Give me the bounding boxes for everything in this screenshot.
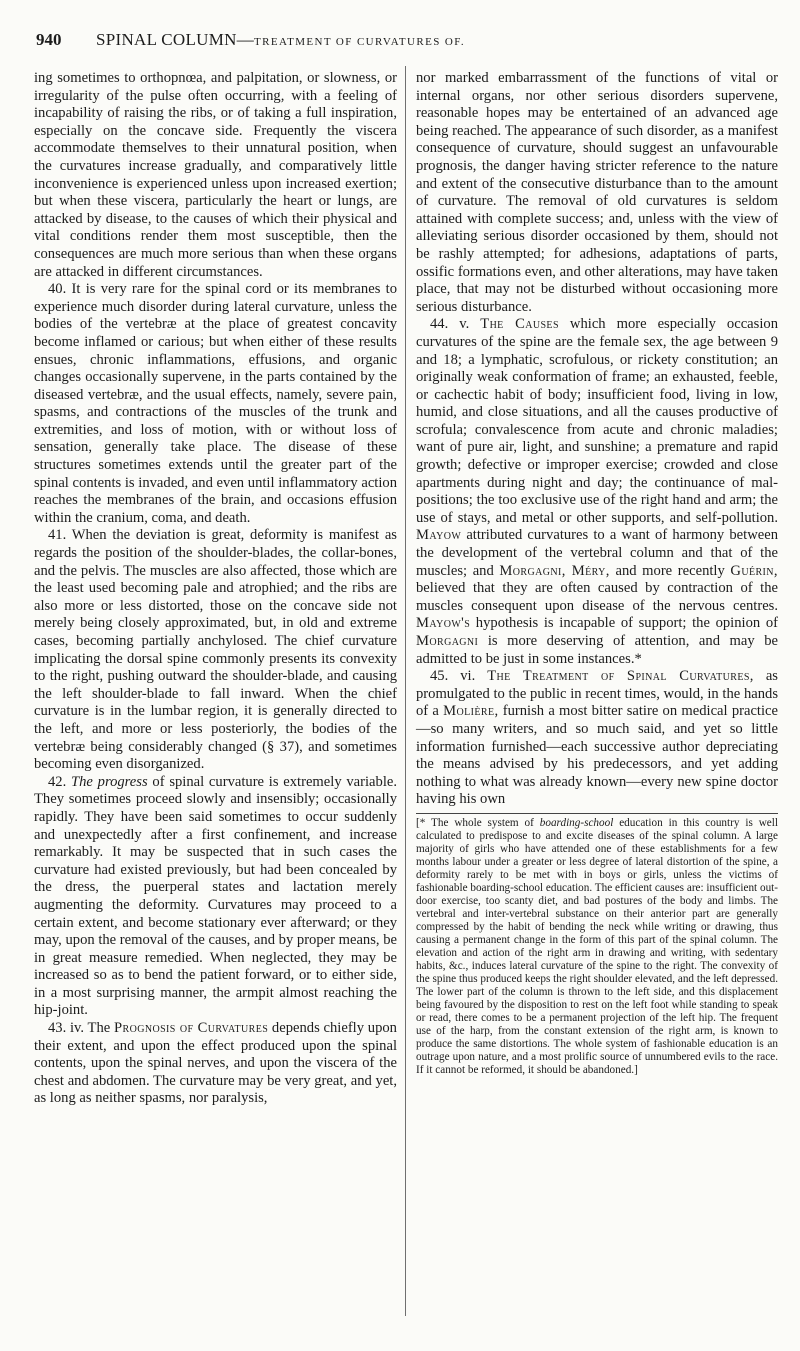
paragraph-44-text-a: which more especially occasion curvatures of the spine are the female sex, the age between 9 and 18; a lymphatic, scrofulous, or rickety constitution; an originally weak conformation of frame; an exhausted, feeble, or cachectic habit of body; insufficient food, living in low, humid, and close situations, and all the causes productive of scrofula; convalescence from acute and chronic maladies; want of pure air, light, and sunshine; a premature and rapid growth; defective or improper exercise; crowded and close apartments during night and day; the continuance of mal-positions; the too exclusive use of the right hand and arm; the use of stays, and metal or other supports, and self-pollution. [416, 316, 778, 526]
footnote-text-b: education in this country is well calculated to predispose to and excite diseases of the spinal column. A large majority of girls who have attended one of these establishments for a few months labour under a greater or less degree of lateral distortion of the spine, a deformity rarely to be met with in boys or girls, unless the victims of fashionable boarding-school education. The efficient causes are: insufficient out-door exercise, too scanty diet, and bad postures of the body and limbs. The vertebral and inter-vertebral substance on their anterior part are generally compressed by the habit of bending the neck while writing or drawing, thus causing a permanent change in the form of this part of the spinal column. The elevation and action of the right arm in drawing and writing, with sedentary habits, &c., induces lateral curvature of the spine to the right. The convexity of the spine thus produced keeps the right shoulder elevated, and the left depressed. The lower part of the column is thrown to the left side, and this displacement being favoured by the disposition to rest on the left foot while standing to speak or read, there comes to be a permanent projection of the left hip. The frequent use of the harp, from the constant extension of the right arm, is known to produce the same distortions. The whole system of fashionable education is an outrage upon nature, and a most prolific source of unnumbered evils to the race. If it cannot be reformed, it should be abandoned.] [416, 816, 778, 1076]
author-mayows: Mayow's [416, 615, 471, 632]
author-morgagni-mery: Morgagni, Méry, [499, 562, 610, 579]
footnote [416, 817, 778, 1077]
paragraph-44-number: 44. v. [430, 316, 481, 333]
running-title-sub: TREATMENT OF CURVATURES OF. [254, 36, 466, 48]
paragraph-45-number: 45. vi. [430, 668, 488, 685]
paragraph-44 [416, 316, 778, 668]
column-divider [405, 66, 406, 1316]
page-number: 940 [36, 30, 62, 49]
paragraph-41: 41. When the deviation is great, deformity is manifest as regards the position of the shoulder-blades, the collar-bones, and the pelvis. The muscles are also affected, those which are the least used becoming pale and atrophied; and the ribs are also more or less distorted, those on the concave side not merely being closely approximated, but, in old and extreme cases, becoming partially anchylosed. The chief curvature implicating the dorsal spine commonly presents its convexity to the right, pushing outward the shoulder-blade, and causing the left shoulder-blade to fall inward. When the chief curvature is in the lumbar region, it is generally directed to the left, and more or less posteriorly, the bodies of the vertebræ being considerably changed (§ 37), and sometimes becoming even disorganized. [34, 527, 397, 773]
paragraph-44-heading: The Causes [480, 316, 559, 333]
paragraph-45-text-a: as promulgated to the public in recent times, would, in the hands of a [416, 668, 778, 720]
paragraph-45-heading: The Treatment of Spinal Curvatures, [487, 668, 754, 685]
paragraph-40: 40. It is very rare for the spinal cord or its membranes to experience much disorder during lateral curvature, unless the bodies of the vertebræ at the place of greatest concavity become inflamed or carious; but when either of these results ensues, chronic inflammations, effusions, and organic changes occasionally supervene, in the parts contained by the diseased vertebræ, and the usual effects, namely, severe pain, spasms, and contractions of the muscles of the trunk and extremities, and loss of motion, with or without loss of sensation, generally take place. The disease of these structures sometimes extends until the greater part of the spinal contents is invaded, and even until inflammatory action reaches the membranes of the brain, and occasions effusion within the cranium, coma, and death. [34, 281, 397, 526]
footnote-emphasis: boarding-school [539, 816, 614, 829]
footnote-rule [416, 813, 778, 814]
paragraph-45-text-b: furnish a most bitter satire on medical practice—so many writers, and so much said, and yet so little information furnished—each successive author depreciating the means advised by his predecessors, and yet adding nothing to what was already known—every new spine doctor having his own [416, 703, 778, 808]
paragraph-43-heading: Prognosis of Curvatures [114, 1020, 269, 1037]
paragraph-44-text-d: believed that they are often caused by contraction of the muscles consequent upon disease of the nervous centres. [416, 580, 778, 614]
paragraph-43-continued: nor marked embarrassment of the functions of vital or internal organs, nor other serious disorders supervene, reasonable hopes may be entertained of an advanced age being reached. The appearance of such disorder, as a manifest consequence of curvature, should suggest an unfavourable prognosis, the danger having stricter reference to the nature and extent of the consecutive disturbance than to the amount of curvature. The removal of old curvatures is seldom attained with complete success; and, unless with the view of alleviating serious disorder occasioned by them, should not be rashly attempted; for adhesions, adaptations of parts, ossific formations even, and other alterations, may have taken place, that may not be disturbed without occasioning more serious disturbance. [416, 70, 778, 315]
left-column [34, 70, 397, 1108]
paragraph-42 [34, 774, 397, 1020]
paragraph-42-number: 42. [48, 773, 71, 790]
running-title-main: SPINAL COLUMN— [96, 30, 254, 49]
paragraph-44-text-c: and more recently [609, 562, 731, 579]
paragraph-44-text-e: hypothesis is incapable of support; the opinion of [470, 615, 778, 632]
paragraph-44-text-b: attributed curvatures to a want of harmony between the development of the vertebral column and that of the muscles; and [416, 527, 778, 579]
paragraph-43-text: depends chiefly upon their extent, and upon the effect produced upon the spinal contents, upon the spinal nerves, and upon the viscera of the chest and abdomen. The curvature may be very great, and yet, as long as neither spasms, nor paralysis, [34, 1020, 397, 1107]
paragraph-44-text-f: is more deserving of attention, and may be admitted to be just in some instances.* [416, 633, 778, 667]
author-mayow: Mayow [416, 527, 462, 544]
running-title [96, 30, 465, 50]
paragraph-42-heading: The progress [71, 773, 148, 790]
paragraph-45 [416, 668, 778, 809]
author-morgagni: Morgagni [416, 633, 479, 649]
paragraph-43 [34, 1020, 397, 1108]
paragraph-42-text: of spinal curvature is extremely variable. They sometimes proceed slowly and insensibly; occasionally rapidly. They have been said sometimes to occur suddenly and unexpectedly after a first confinement, and increase remarkably. It may be suspected that in such cases the curvature had existed previously, but had been concealed by the dress, the puerperal states and lactation merely augmenting the deformity. Curvatures may proceed to a certain extent, and become stationary ever afterward; or they may, upon the removal of the causes, and by proper means, be in great measure remedied. When neglected, they may be increased so as to bend the patient forward, or to either side, in a most surprising manner, the armpit almost reaching the hip-joint. [34, 773, 398, 1019]
right-column [416, 70, 778, 1077]
footnote-text-a: [* The whole system of [416, 816, 540, 829]
author-moliere: Molière, [443, 703, 499, 720]
running-header [28, 30, 768, 58]
paragraph-continued: ing sometimes to orthopnœa, and palpitation, or slowness, or irregularity of the pulse often occurring, with a feeling of incapability of raising the ribs, or of taking a full inspiration, especially on the concave side. Frequently the viscera accommodate themselves to their unnatural position, when the curvatures increase gradually, and comparatively little inconvenience is experienced unless upon increased exertion; but when these viscera, particularly the heart or lungs, are attacked by disease, to the causes of which their physical and vital conditions render them most susceptible, then the consequences are much more serious than when these organs are attacked in different circumstances. [34, 70, 397, 280]
author-guerin: Guérin, [730, 562, 778, 579]
paragraph-43-number: 43. iv. The [48, 1020, 114, 1037]
